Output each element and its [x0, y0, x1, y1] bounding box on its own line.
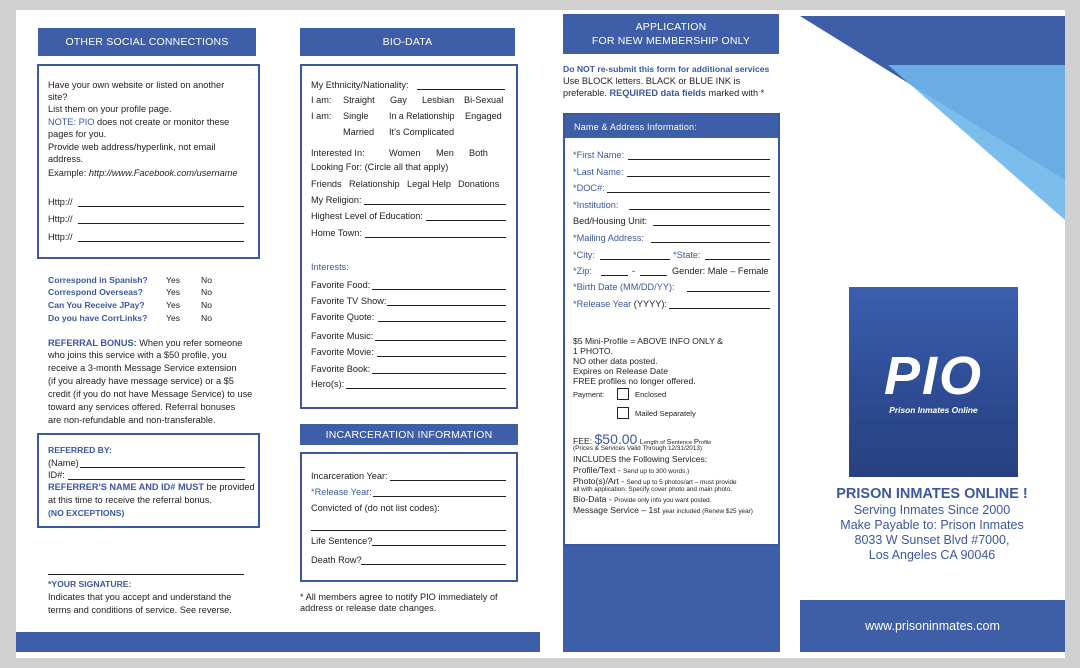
- intro-line-1: Have your own website or listed on another: [48, 80, 225, 90]
- gender-label[interactable]: Gender: Male – Female: [672, 266, 769, 276]
- hometown-field[interactable]: [365, 237, 506, 238]
- service-biodata: Bio-Data - Provide only info you want posted.: [573, 494, 712, 504]
- doc-field[interactable]: [607, 192, 770, 193]
- fav-music-field[interactable]: [375, 340, 506, 341]
- id-label: ID#:: [48, 470, 65, 480]
- provide-line-1: Provide web address/hyperlink, not email: [48, 142, 216, 152]
- zip-dash: -: [632, 266, 636, 276]
- website-band: [800, 600, 1065, 652]
- service-profile: Profile/Text - Send up to 300 words.): [573, 465, 690, 475]
- death-row-field[interactable]: [361, 564, 506, 565]
- convicted-field[interactable]: [311, 530, 506, 531]
- referral-line-4: (if you already have message service) or a $5: [48, 376, 234, 386]
- fav-quote-field[interactable]: [378, 321, 506, 322]
- release-year-field[interactable]: [373, 496, 506, 497]
- prices-note: (Prices & Services Valid Through 12/31/2013): [573, 445, 703, 452]
- http-label-2: Http://: [48, 214, 73, 224]
- other-social-header: OTHER SOCIAL CONNECTIONS: [38, 28, 256, 56]
- referred-by-label: REFERRED BY:: [48, 445, 112, 455]
- city-field[interactable]: [600, 259, 670, 260]
- brand-title: PRISON INMATES ONLINE !: [836, 486, 1028, 502]
- opt-complicated[interactable]: It's Complicated: [389, 127, 455, 137]
- do-not-resubmit: Do NOT re-submit this form for additional services: [563, 64, 770, 74]
- enclosed-checkbox[interactable]: [617, 388, 629, 400]
- interests-heading: Interests:: [311, 262, 349, 272]
- mini-profile-1: $5 Mini-Profile = ABOVE INFO ONLY &: [573, 336, 723, 346]
- mailed-label: Mailed Separately: [635, 409, 696, 418]
- q-corrlinks-yes[interactable]: Yes: [166, 313, 181, 323]
- example-line: Example: http://www.Facebook.com/username: [48, 168, 238, 178]
- release-label: *Release Year (YYYY):: [573, 299, 667, 309]
- referrer-line-1: REFERRER'S NAME AND ID# MUST be provided: [48, 482, 255, 492]
- religion-field[interactable]: [364, 204, 506, 205]
- note-line-2: pages for you.: [48, 129, 107, 139]
- zip-field[interactable]: [601, 275, 628, 276]
- incarceration-header: INCARCERATION INFORMATION: [300, 424, 518, 445]
- service-message: Message Service – 1st year included (Renew $25 year): [573, 505, 753, 515]
- mailing-field[interactable]: [651, 242, 770, 243]
- opt-friends[interactable]: Friends: [311, 179, 342, 189]
- block-letters: Use BLOCK letters. BLACK or BLUE INK is: [563, 76, 741, 86]
- birth-field[interactable]: [687, 291, 770, 292]
- referrer-name-field[interactable]: [80, 467, 245, 468]
- fav-book-field[interactable]: [372, 373, 506, 374]
- pio-logo-subtitle: Prison Inmates Online: [889, 405, 978, 415]
- incarceration-year-field[interactable]: [390, 480, 506, 481]
- opt-relationship-lf[interactable]: Relationship: [349, 179, 400, 189]
- mailed-checkbox[interactable]: [617, 407, 629, 419]
- http-field-3[interactable]: [78, 241, 244, 242]
- bed-field[interactable]: [653, 225, 770, 226]
- looking-for-label: Looking For: (Circle all that apply): [311, 162, 449, 172]
- city-label: *City:: [573, 250, 595, 260]
- referral-line-1: REFERRAL BONUS: When you refer someone: [48, 338, 243, 348]
- website-link[interactable]: www.prisoninmates.com: [865, 619, 1000, 633]
- heroes-field[interactable]: [346, 388, 506, 389]
- bottom-band: [16, 632, 540, 652]
- no-exceptions: (NO EXCEPTIONS): [48, 508, 125, 518]
- fav-tv-field[interactable]: [387, 305, 506, 306]
- incarceration-year-label: Incarceration Year:: [311, 471, 388, 481]
- enclosed-label: Enclosed: [635, 390, 667, 399]
- birth-label: *Birth Date (MM/DD/YY):: [573, 282, 675, 292]
- intro-line-2: site?: [48, 92, 68, 102]
- signature-label: *YOUR SIGNATURE:: [48, 579, 132, 589]
- release-field[interactable]: [669, 308, 770, 309]
- note-text: NOTE: PIO does not create or monitor these: [48, 117, 230, 127]
- q-jpay: Can You Receive JPay?: [48, 300, 145, 310]
- referrer-id-field[interactable]: [68, 479, 245, 480]
- doc-label: *DOC#:: [573, 183, 605, 193]
- ethnicity-label: My Ethnicity/Nationality:: [311, 80, 409, 90]
- pio-logo-text: PIO: [883, 346, 984, 406]
- referral-line-7: are non-refundable and non-transferable.: [48, 415, 216, 425]
- release-year-label: *Release Year:: [311, 487, 372, 497]
- education-label: Highest Level of Education:: [311, 211, 423, 221]
- state-label: *State:: [673, 250, 701, 260]
- application-bottom-band: [563, 546, 780, 652]
- opt-women[interactable]: Women: [389, 148, 421, 158]
- referral-line-6: toward any services offered. Referral bonuses: [48, 402, 236, 412]
- includes-line: INCLUDES the Following Services:: [573, 454, 708, 464]
- http-label-3: Http://: [48, 232, 73, 242]
- brand-line-3: 8033 W Sunset Blvd #7000,: [854, 533, 1010, 547]
- i-am-label-1: I am:: [311, 95, 332, 105]
- q-overseas-yes[interactable]: Yes: [166, 287, 181, 297]
- fav-book-label: Favorite Book:: [311, 364, 371, 374]
- intro-line-3: List them on your profile page.: [48, 104, 172, 114]
- q-corrlinks-no[interactable]: No: [201, 313, 212, 323]
- fav-quote-label: Favorite Quote:: [311, 312, 375, 322]
- footnote-1: * All members agree to notify PIO immediately of: [300, 592, 498, 602]
- brand-line-4: Los Angeles CA 90046: [868, 548, 996, 562]
- last-name-field[interactable]: [627, 176, 770, 177]
- http-label-1: Http://: [48, 197, 73, 207]
- opt-both[interactable]: Both: [469, 148, 488, 158]
- fav-music-label: Favorite Music:: [311, 331, 374, 341]
- opt-straight[interactable]: Straight: [343, 95, 375, 105]
- convicted-label: Convicted of (do not list codes):: [311, 503, 440, 513]
- referral-line-5: credit (if you do not have Message Service) to use: [48, 389, 253, 399]
- mini-profile-5: FREE profiles no longer offered.: [573, 376, 696, 386]
- q-jpay-yes[interactable]: Yes: [166, 300, 181, 310]
- q-spanish-yes[interactable]: Yes: [166, 275, 181, 285]
- heroes-label: Hero(s):: [311, 379, 345, 389]
- opt-legal-help[interactable]: Legal Help: [407, 179, 451, 189]
- hometown-label: Home Town:: [311, 228, 362, 238]
- fav-tv-label: Favorite TV Show:: [311, 296, 387, 306]
- religion-label: My Religion:: [311, 195, 362, 205]
- q-spanish: Correspond in Spanish?: [48, 275, 148, 285]
- education-field[interactable]: [426, 220, 506, 221]
- signature-field[interactable]: [48, 574, 244, 575]
- name-address-header: Name & Address Information:: [565, 115, 778, 138]
- first-name-field[interactable]: [628, 159, 770, 160]
- q-corrlinks: Do you have CorrLinks?: [48, 313, 148, 323]
- brand-line-2: Make Payable to: Prison Inmates: [840, 518, 1024, 532]
- opt-donations[interactable]: Donations: [458, 179, 500, 189]
- http-field-1[interactable]: [78, 206, 244, 207]
- name-label: (Name): [48, 458, 79, 468]
- fav-movie-label: Favorite Movie:: [311, 347, 374, 357]
- signature-text-1: Indicates that you accept and understand the: [48, 592, 232, 602]
- q-overseas: Correspond Overseas?: [48, 287, 144, 297]
- i-am-label-2: I am:: [311, 111, 332, 121]
- mini-profile-4: Expires on Release Date: [573, 366, 669, 376]
- required-line: preferable. REQUIRED data fields marked with *: [563, 88, 765, 98]
- service-photos-detail: all with application. Specify cover photo and main photo.: [573, 486, 733, 493]
- opt-gay[interactable]: Gay: [390, 95, 407, 105]
- referral-line-3: receive a 3-month Message Service extension: [48, 363, 237, 373]
- bed-label: Bed/Housing Unit:: [573, 216, 648, 226]
- life-sentence-field[interactable]: [372, 545, 506, 546]
- payment-label: Payment:: [573, 390, 605, 399]
- opt-engaged[interactable]: Engaged: [465, 111, 502, 121]
- ethnicity-field[interactable]: [417, 89, 505, 90]
- fav-movie-field[interactable]: [377, 356, 506, 357]
- q-overseas-no[interactable]: No: [201, 287, 212, 297]
- fee-line: FEE: $50.00 Length of Sentence Profile: [573, 431, 712, 447]
- http-field-2[interactable]: [78, 223, 244, 224]
- mini-profile-2: 1 PHOTO.: [573, 346, 613, 356]
- referral-line-2: who joins this service with a $50 profile, you: [48, 350, 227, 360]
- service-photos: Photo(s)/Art - Send up to 5 photos/art – must provide: [573, 476, 737, 486]
- last-name-label: *Last Name:: [573, 167, 624, 177]
- life-sentence-label: Life Sentence?: [311, 536, 373, 546]
- corner-decoration: [800, 10, 1065, 240]
- q-spanish-no[interactable]: No: [201, 275, 212, 285]
- brand-line-1: Serving Inmates Since 2000: [853, 503, 1011, 517]
- opt-single[interactable]: Single: [343, 111, 369, 121]
- opt-lesbian[interactable]: Lesbian: [422, 95, 455, 105]
- institution-label: *Institution:: [573, 200, 619, 210]
- state-field[interactable]: [705, 259, 770, 260]
- opt-married[interactable]: Married: [343, 127, 375, 137]
- application-header: APPLICATION FOR NEW MEMBERSHIP ONLY: [563, 14, 779, 54]
- q-jpay-no[interactable]: No: [201, 300, 212, 310]
- signature-text-2: terms and conditions of service. See reverse.: [48, 605, 232, 615]
- referrer-line-2: at this time to receive the referral bonus.: [48, 495, 212, 505]
- death-row-label: Death Row?: [311, 555, 362, 565]
- mailing-label: *Mailing Address:: [573, 233, 644, 243]
- footnote-2: address or release date changes.: [300, 603, 437, 613]
- first-name-label: *First Name:: [573, 150, 625, 160]
- opt-men[interactable]: Men: [436, 148, 454, 158]
- opt-bisexual[interactable]: Bi-Sexual: [464, 95, 504, 105]
- institution-field[interactable]: [629, 209, 770, 210]
- pio-logo: [849, 287, 1018, 477]
- mini-profile-3: NO other data posted.: [573, 356, 658, 366]
- bio-data-header: BIO-DATA: [300, 28, 515, 56]
- provide-line-2: address.: [48, 154, 84, 164]
- fav-food-label: Favorite Food:: [311, 280, 371, 290]
- interested-in-label: Interested In:: [311, 148, 365, 158]
- zip-label: *Zip:: [573, 266, 592, 276]
- corner-triangle-light: [888, 65, 1065, 220]
- fav-food-field[interactable]: [372, 289, 506, 290]
- zip-ext-field[interactable]: [640, 275, 667, 276]
- opt-relationship[interactable]: In a Relationship: [389, 111, 455, 121]
